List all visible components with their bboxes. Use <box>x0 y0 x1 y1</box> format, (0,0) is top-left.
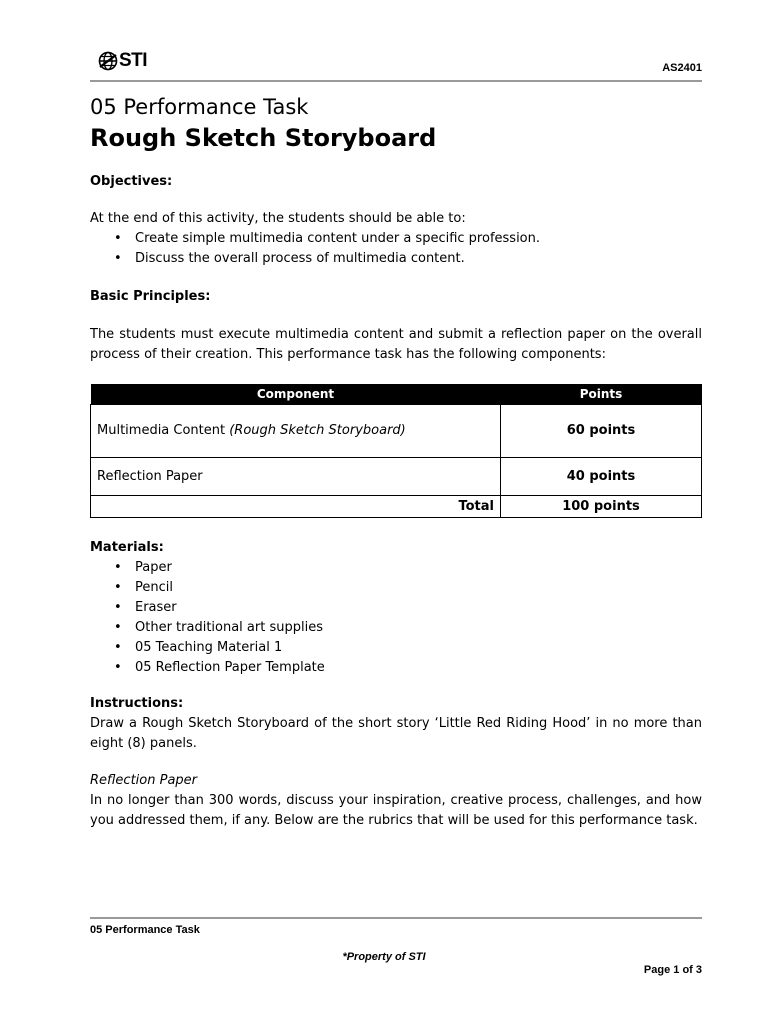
page-number: Page 1 of 3 <box>643 964 702 976</box>
task-name-title: Rough Sketch Storyboard <box>90 124 437 152</box>
instructions-heading: Instructions: <box>90 696 184 711</box>
list-item: • 05 Reflection Paper Template <box>135 658 702 678</box>
reflection-heading: Reflection Paper <box>90 773 198 788</box>
table-row <box>91 458 702 496</box>
basic-principles-heading: Basic Principles: <box>90 289 211 304</box>
table-header: Component <box>91 384 501 405</box>
table-row <box>91 405 702 458</box>
globe-icon <box>98 51 118 71</box>
objectives-heading: Objectives: <box>90 174 173 189</box>
footer-rule <box>90 917 702 919</box>
objectives-list <box>90 229 702 269</box>
logo-text: STI <box>119 50 148 71</box>
table-cell: 40 points <box>501 458 702 496</box>
materials-list <box>90 558 702 678</box>
reflection-text: In no longer than 300 words, discuss your inspiration, creative process, challenges, and how you addressed them, if any. Below are the rubrics that will be used for this performance task. <box>90 793 702 828</box>
document-body <box>90 92 702 831</box>
instructions-text: Draw a Rough Sketch Storyboard of the short story ‘Little Red Riding Hood’ in no more than eight (8) panels. <box>90 716 702 751</box>
list-item: • Eraser <box>135 598 702 618</box>
header-rule <box>90 80 702 82</box>
footer-property-note: *Property of STI <box>342 951 426 963</box>
list-item: • Pencil <box>135 578 702 598</box>
document-code: AS2401 <box>662 62 702 74</box>
list-item: • Create simple multimedia content under a specific profession. <box>135 229 702 249</box>
sti-logo <box>98 50 147 72</box>
objectives-intro: At the end of this activity, the students should be able to: <box>90 211 466 226</box>
task-number-title: 05 Performance Task <box>90 95 309 119</box>
table-header: Points <box>501 384 702 405</box>
table-header-row <box>91 384 702 405</box>
table-cell: Multimedia Content (Rough Sketch Storyboard) <box>91 405 501 458</box>
table-cell: Reflection Paper <box>91 458 501 496</box>
basic-principles-text: The students must execute multimedia content and submit a reflection paper on the overall process of their creation. This performance task has the following components: <box>90 327 702 362</box>
page-header <box>90 46 702 82</box>
footer-task-name: 05 Performance Task <box>90 924 200 936</box>
list-item: • 05 Teaching Material 1 <box>135 638 702 658</box>
total-points: 100 points <box>501 496 702 518</box>
materials-heading: Materials: <box>90 540 164 555</box>
list-item: • Discuss the overall process of multimedia content. <box>135 249 702 269</box>
total-label: Total <box>91 496 501 518</box>
table-total-row <box>91 496 702 518</box>
list-item: • Paper <box>135 558 702 578</box>
list-item: • Other traditional art supplies <box>135 618 702 638</box>
table-cell: 60 points <box>501 405 702 458</box>
components-table <box>90 384 702 518</box>
